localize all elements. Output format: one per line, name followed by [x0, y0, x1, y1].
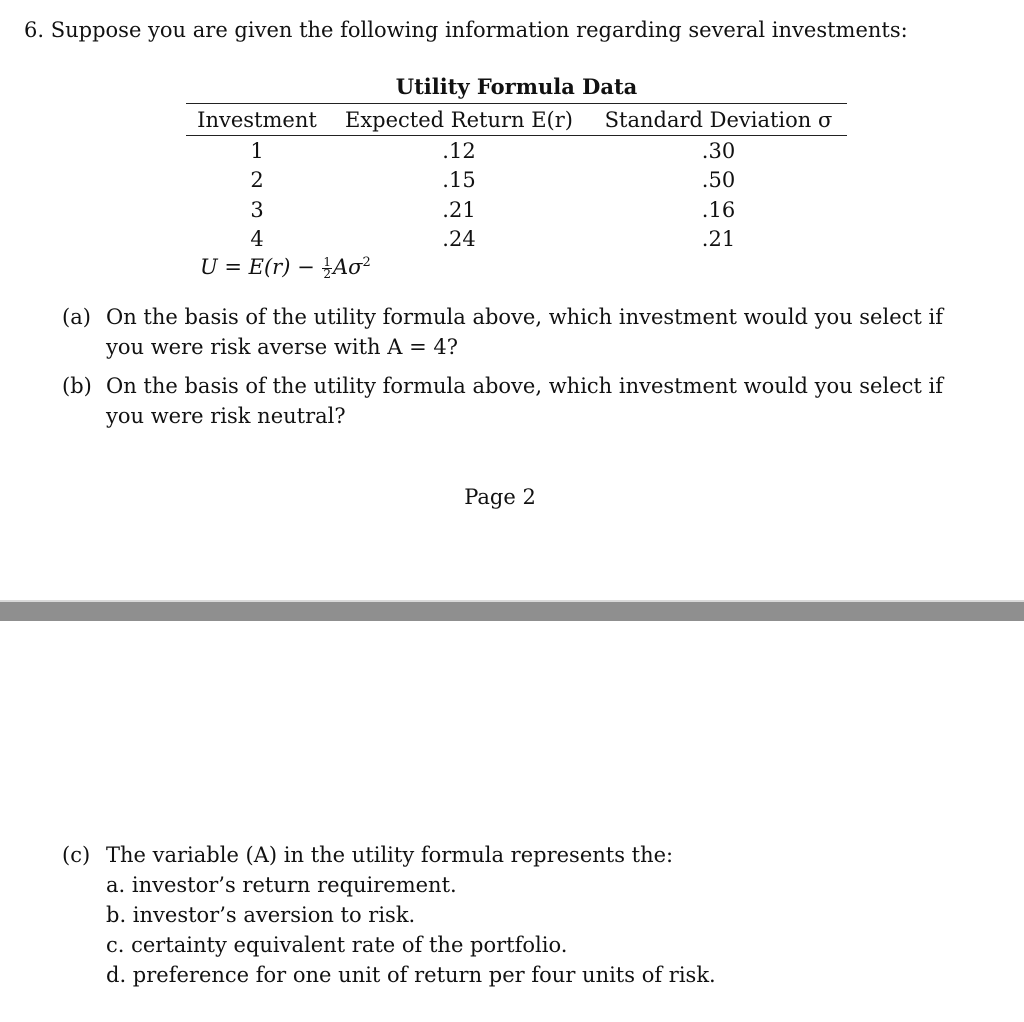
utility-data-table — [186, 103, 847, 254]
cell-std-dev: .50 — [701, 168, 736, 193]
page-number: Page 2 — [464, 485, 536, 509]
question-number: 6. — [24, 18, 45, 42]
cell-std-dev: .21 — [701, 227, 736, 252]
option-c: c. certainty equivalent rate of the portfolio. — [106, 933, 568, 957]
formula-fraction — [322, 257, 332, 280]
header-std-dev: Standard Deviation σ — [590, 104, 847, 136]
cell-std-dev: .30 — [701, 138, 736, 163]
page-break-divider — [0, 600, 1024, 621]
table-caption: Utility Formula Data — [395, 74, 638, 99]
cell-investment: 2 — [250, 168, 264, 193]
cell-expected-return: .12 — [442, 138, 476, 163]
cell-expected-return: .15 — [442, 168, 476, 193]
option-b: b. investor’s aversion to risk. — [106, 903, 416, 927]
option-a: a. investor’s return requirement. — [106, 873, 457, 897]
cell-expected-return: .24 — [442, 227, 476, 252]
formula-exponent: 2 — [362, 255, 371, 270]
fraction-denominator: 2 — [323, 267, 331, 281]
fraction-numerator: 1 — [323, 255, 331, 269]
table-row — [186, 136, 847, 166]
header-investment: Investment — [186, 104, 328, 136]
part-b-text: On the basis of the utility formula above, which investment would you select if you were risk neutral? — [106, 374, 943, 428]
cell-std-dev: .16 — [701, 197, 736, 222]
cell-expected-return: .21 — [442, 197, 476, 222]
part-c-label: (c) — [62, 843, 91, 867]
question-title — [24, 18, 908, 42]
table-row — [186, 195, 847, 225]
formula-rhs: Aσ — [333, 255, 363, 279]
part-c-text: The variable (A) in the utility formula represents the: — [106, 843, 674, 867]
cell-investment: 1 — [250, 138, 264, 163]
table-row — [186, 166, 847, 196]
option-d: d. preference for one unit of return per four units of risk. — [106, 963, 716, 987]
part-a-label: (a) — [62, 305, 91, 329]
header-expected-return: Expected Return E(r) — [328, 104, 590, 136]
part-a-text: On the basis of the utility formula above, which investment would you select if you were risk averse with A = 4? — [106, 305, 943, 359]
table-header-row — [186, 104, 847, 136]
utility-formula — [200, 255, 371, 280]
cell-investment: 4 — [250, 227, 264, 252]
part-c-options — [106, 870, 716, 990]
part-b-label: (b) — [62, 374, 92, 398]
table-row — [186, 225, 847, 255]
question-intro: Suppose you are given the following information regarding several investments: — [50, 18, 908, 42]
cell-investment: 3 — [250, 197, 264, 222]
formula-lhs: U = E(r) − — [200, 255, 315, 279]
